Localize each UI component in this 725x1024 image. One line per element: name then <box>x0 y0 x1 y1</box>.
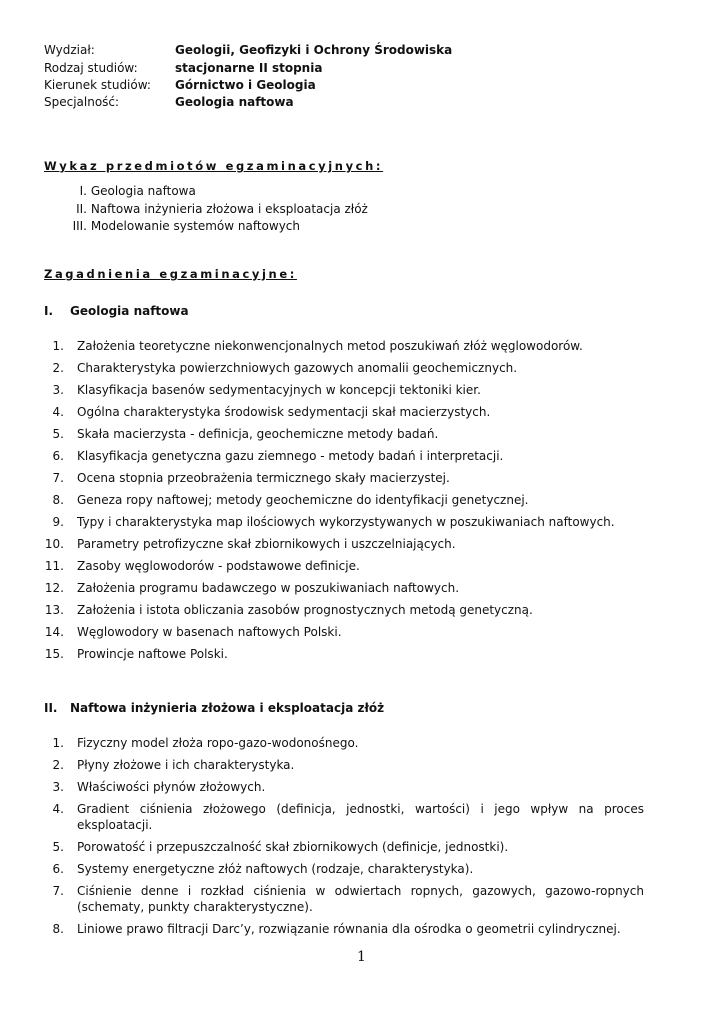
item-number: 2. <box>52 361 64 375</box>
list-item <box>44 580 644 596</box>
section-number: II. <box>44 701 58 715</box>
item-text: Geologia naftowa <box>90 184 196 198</box>
section-number: I. <box>44 304 54 318</box>
list-item <box>44 470 644 486</box>
item-text: Ocena stopnia przeobrażenia termicznego skały macierzystej. <box>77 471 450 485</box>
header-faculty <box>44 42 452 59</box>
section-1-list <box>44 338 644 662</box>
list-item <box>44 839 644 855</box>
header-value: Geologii, Geofizyki i Ochrony Środowiska <box>175 43 453 57</box>
list-item <box>62 218 368 236</box>
header-value: Górnictwo i Geologia <box>175 78 316 92</box>
list-item <box>44 338 644 354</box>
list-item <box>44 558 644 574</box>
item-number: 7. <box>52 471 64 485</box>
list-item <box>62 183 368 201</box>
list-item <box>44 602 644 618</box>
item-text: Założenia teoretyczne niekonwencjonalnych metod poszukiwań złóż węglowodorów. <box>77 339 583 353</box>
item-number: 15. <box>44 647 64 661</box>
item-text: Modelowanie systemów naftowych <box>90 219 300 233</box>
item-text: Ciśnienie denne i rozkład ciśnienia w odwiertach ropnych, gazowych, gazowo-ropnych (schematy, punkty charakterystyczne). <box>77 884 644 914</box>
item-text: Węglowodory w basenach naftowych Polski. <box>77 625 342 639</box>
header-label: Wydział: <box>44 43 95 57</box>
subjects-heading: Wykaz przedmiotów egzaminacyjnych: <box>44 159 384 173</box>
item-number: 6. <box>52 862 64 876</box>
item-text: Właściwości płynów złożowych. <box>77 780 266 794</box>
item-number: 4. <box>52 802 64 816</box>
issues-heading: Zagadnienia egzaminacyjne: <box>44 267 297 281</box>
header-label: Rodzaj studiów: <box>44 61 138 75</box>
item-number: 1. <box>52 339 64 353</box>
section-title-text: Naftowa inżynieria złożowa i eksploatacja złóż <box>70 701 385 715</box>
section-title-text: Geologia naftowa <box>70 304 189 318</box>
item-number: 5. <box>52 840 64 854</box>
item-text: Klasyfikacja genetyczna gazu ziemnego - metody badań i interpretacji. <box>77 449 504 463</box>
item-text: Parametry petrofizyczne skał zbiornikowych i uszczelniających. <box>77 537 456 551</box>
item-text: Klasyfikacja basenów sedymentacyjnych w koncepcji tektoniki kier. <box>77 383 481 397</box>
page-number: 1 <box>357 949 366 965</box>
list-item <box>44 646 644 662</box>
item-text: Założenia i istota obliczania zasobów prognostycznych metodą genetyczną. <box>77 603 533 617</box>
item-number: 5. <box>52 427 64 441</box>
list-item <box>44 757 644 773</box>
list-item <box>44 735 644 751</box>
item-number: 1. <box>52 736 64 750</box>
item-text: Płyny złożowe i ich charakterystyka. <box>77 758 295 772</box>
item-number: 8. <box>52 493 64 507</box>
item-text: Ogólna charakterystyka środowisk sedymentacji skał macierzystych. <box>77 405 491 419</box>
item-text: Skała macierzysta - definicja, geochemiczne metody badań. <box>77 427 439 441</box>
item-number: 11. <box>44 559 64 573</box>
section-2-list <box>44 735 644 937</box>
header-label: Specjalność: <box>44 95 120 109</box>
header-value: stacjonarne II stopnia <box>175 61 323 75</box>
header-label: Kierunek studiów: <box>44 78 151 92</box>
item-number: 3. <box>52 383 64 397</box>
list-item <box>44 426 644 442</box>
item-text: Gradient ciśnienia złożowego (definicja, jednostki, wartości) i jego wpływ na proces eksploatacji. <box>77 802 644 832</box>
item-text: Założenia programu badawczego w poszukiwaniach naftowych. <box>77 581 460 595</box>
header-field-of-study <box>44 77 316 94</box>
section-2-title <box>44 701 384 715</box>
item-text: Geneza ropy naftowej; metody geochemiczne do identyfikacji genetycznej. <box>77 493 529 507</box>
item-text: Prowincje naftowe Polski. <box>77 647 228 661</box>
item-text: Typy i charakterystyka map ilościowych wykorzystywanych w poszukiwaniach naftowych. <box>77 515 615 529</box>
item-number: 8. <box>52 922 64 936</box>
section-1-title <box>44 304 189 318</box>
list-item <box>44 921 644 937</box>
item-text: Naftowa inżynieria złożowa i eksploatacja złóż <box>90 201 368 216</box>
header-study-type <box>44 60 322 77</box>
item-number: 3. <box>52 780 64 794</box>
list-item <box>44 514 644 530</box>
item-number: III. <box>72 219 87 233</box>
list-item <box>44 492 644 508</box>
item-number: 6. <box>52 449 64 463</box>
list-item <box>44 448 644 464</box>
list-item <box>44 779 644 795</box>
list-item <box>44 861 644 877</box>
item-number: 13. <box>44 603 64 617</box>
header-specialty <box>44 94 294 111</box>
list-item <box>44 801 644 833</box>
header-value: Geologia naftowa <box>175 95 294 109</box>
item-number: 10. <box>44 537 64 551</box>
item-number: 14. <box>44 625 64 639</box>
list-item <box>44 382 644 398</box>
item-number: 2. <box>52 758 64 772</box>
list-item <box>44 360 644 376</box>
list-item <box>44 883 644 915</box>
item-text: Zasoby węglowodorów - podstawowe definicje. <box>77 559 360 573</box>
item-number: 12. <box>44 581 64 595</box>
list-item <box>44 404 644 420</box>
item-number: 4. <box>52 405 64 419</box>
item-text: Systemy energetyczne złóż naftowych (rodzaje, charakterystyka). <box>77 862 474 876</box>
item-number: 9. <box>52 515 64 529</box>
item-text: Fizyczny model złoża ropo-gazo-wodonośnego. <box>77 736 359 750</box>
subjects-list <box>62 183 368 236</box>
item-number: I. <box>79 184 87 198</box>
item-number: II. <box>76 201 87 216</box>
list-item <box>62 201 368 219</box>
item-text: Liniowe prawo filtracji Darc’y, rozwiązanie równania dla ośrodka o geometrii cylindrycznej. <box>77 922 621 936</box>
list-item <box>44 624 644 640</box>
item-text: Charakterystyka powierzchniowych gazowych anomalii geochemicznych. <box>77 361 518 375</box>
item-text: Porowatość i przepuszczalność skał zbiornikowych (definicje, jednostki). <box>77 840 509 854</box>
item-number: 7. <box>52 884 64 898</box>
list-item <box>44 536 644 552</box>
